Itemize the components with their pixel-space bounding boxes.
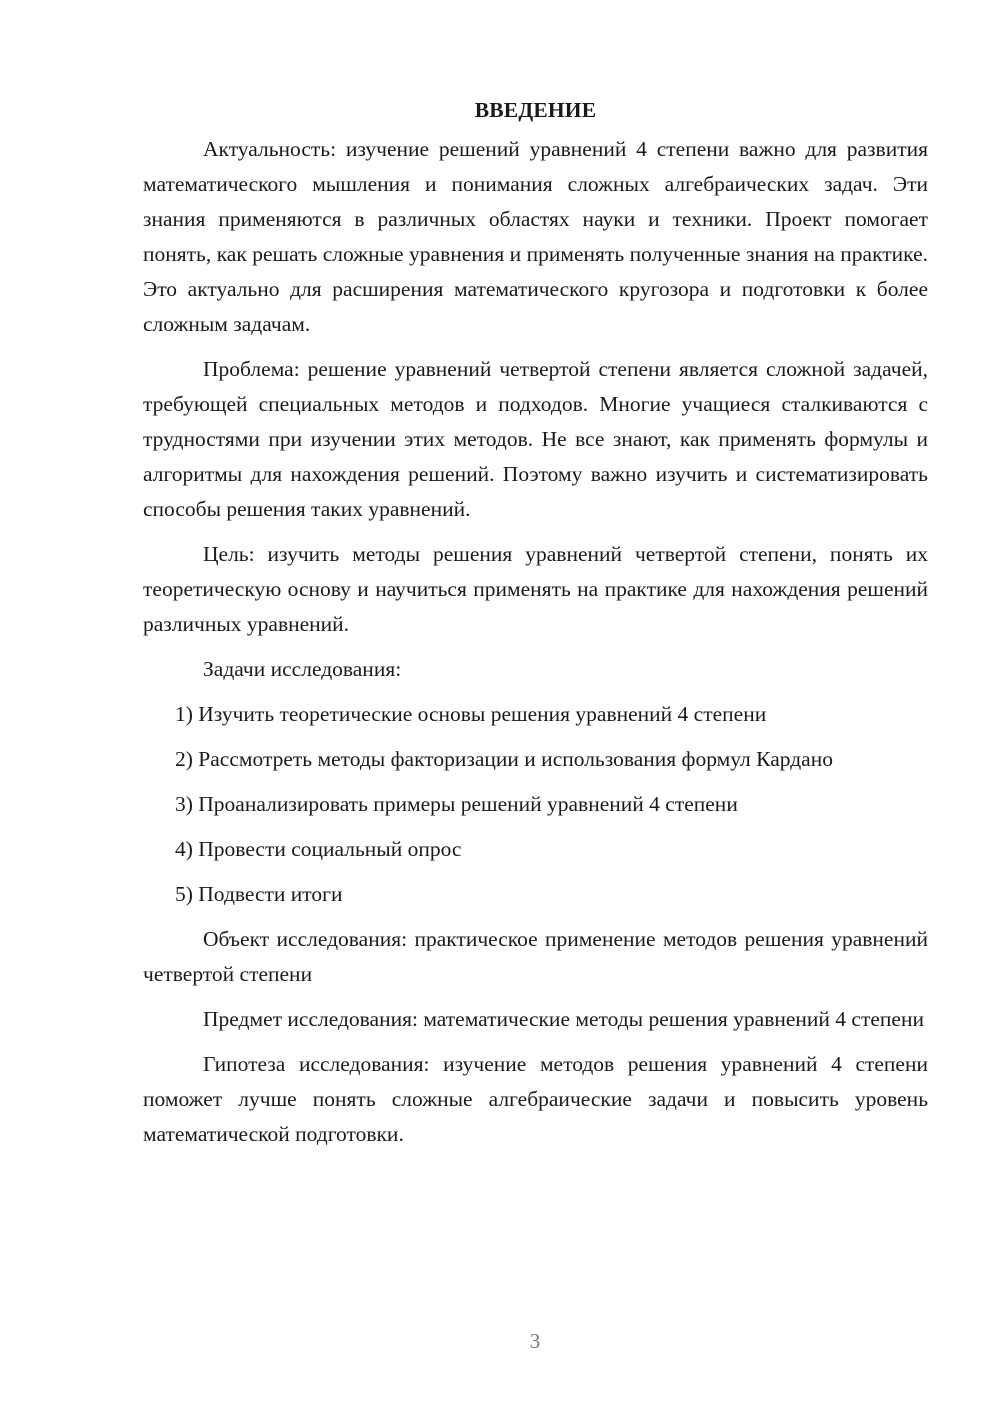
task-item: 5) Подвести итоги xyxy=(175,882,343,906)
task-item: 4) Провести социальный опрос xyxy=(175,837,462,861)
object-paragraph: Объект исследования: практическое применение методов решения уравнений четвертой степени xyxy=(143,927,928,986)
task-item: 1) Изучить теоретические основы решения уравнений 4 степени xyxy=(175,702,767,726)
goal-paragraph: Цель: изучить методы решения уравнений четвертой степени, понять их теоретическую основу и научиться применять на практике для нахождения решений различных уравнений. xyxy=(143,542,928,636)
task-item: 3) Проанализировать примеры решений уравнений 4 степени xyxy=(175,792,738,816)
subject-paragraph: Предмет исследования: математические методы решения уравнений 4 степени xyxy=(203,1007,924,1031)
task-item: 2) Рассмотреть методы факторизации и использования формул Кардано xyxy=(175,747,833,771)
hypothesis-paragraph: Гипотеза исследования: изучение методов решения уравнений 4 степени поможет лучше понять сложные алгебраические задачи и повысить уровень математической подготовки. xyxy=(143,1052,928,1146)
tasks-list xyxy=(143,697,928,912)
page-number: 3 xyxy=(529,1329,541,1353)
section-heading: ВВЕДЕНИЕ xyxy=(474,98,597,122)
problem-paragraph: Проблема: решение уравнений четвертой степени является сложной задачей, требующей специальных методов и подходов. Многие учащиеся сталкиваются с трудностями при изучении этих методов. Не все знают, как применять формулы и алгоритмы для нахождения решений. Поэтому важно изучить и систематизировать способы решения таких уравнений. xyxy=(143,357,928,521)
document-page xyxy=(143,92,928,1152)
tasks-label: Задачи исследования: xyxy=(203,657,402,681)
relevance-paragraph: Актуальность: изучение решений уравнений 4 степени важно для развития математического мышления и понимания сложных алгебраических задач. Эти знания применяются в различных областях науки и техники. Проект помогает понять, как решать сложные уравнения и применять полученные знания на практике. Это актуально для расширения математического кругозора и подготовки к более сложным задачам. xyxy=(143,137,928,336)
